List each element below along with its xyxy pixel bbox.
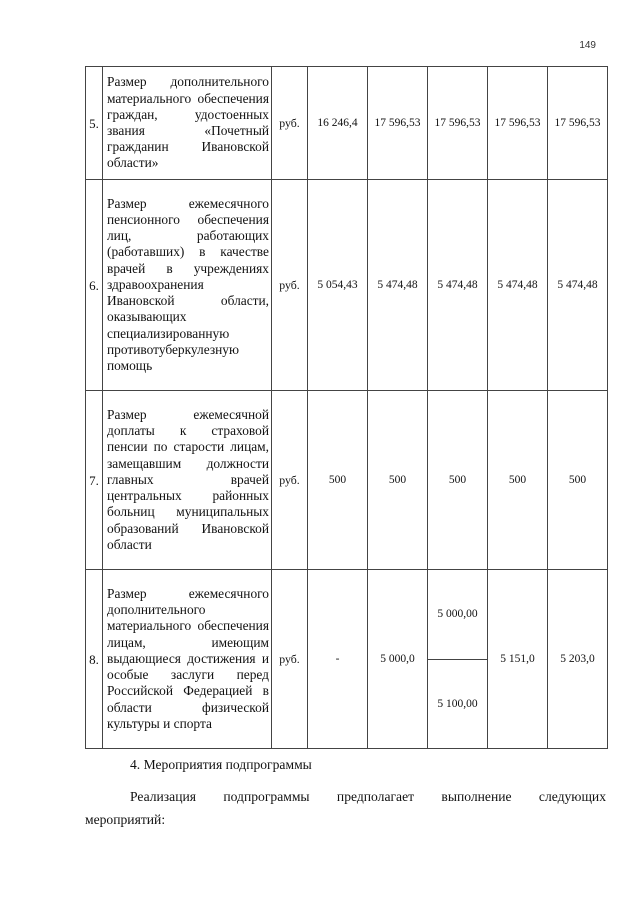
row-number: 5. (86, 67, 103, 180)
value-cell: 500 (488, 391, 548, 570)
table-row (86, 391, 608, 570)
unit-cell: руб. (272, 570, 308, 749)
value-cell: 500 (548, 391, 608, 570)
paragraph-line: мероприятий: (85, 812, 166, 827)
value-cell: 17 596,53 (428, 67, 488, 180)
value-cell: 5 151,0 (488, 570, 548, 749)
value-cell: 500 (368, 391, 428, 570)
value-cell: 17 596,53 (488, 67, 548, 180)
value-cell: 500 (428, 391, 488, 570)
split-value-cell (428, 570, 488, 749)
value-cell: 5 054,43 (308, 180, 368, 391)
section-heading: 4. Мероприятия подпрограммы (130, 757, 312, 772)
value-cell: 5 474,48 (368, 180, 428, 391)
value-cell: - (308, 570, 368, 749)
paragraph-line: Реализация подпрограммы предполагает выполнение следующих (130, 789, 606, 804)
indicator-name: Размер ежемесячного пенсионного обеспечения лиц, работающих (работавших) в качестве врачей в учреждениях здравоохранения Ивановской области, оказывающих специализированную противотуберкулезную помощь (103, 180, 272, 391)
value-cell: 16 246,4 (308, 67, 368, 180)
row-number: 8. (86, 570, 103, 749)
row-number: 6. (86, 180, 103, 391)
indicator-name: Размер ежемесячной доплаты к страховой пенсии по старости лицам, замещавшим должности главных врачей центральных районных больниц муниципальных образований Ивановской области (103, 391, 272, 570)
value-cell: 17 596,53 (368, 67, 428, 180)
body-paragraph (85, 785, 606, 831)
unit-cell: руб. (272, 180, 308, 391)
value-cell: 5 000,0 (368, 570, 428, 749)
value-cell: 500 (308, 391, 368, 570)
page-number: 149 (579, 40, 596, 51)
unit-cell: руб. (272, 67, 308, 180)
split-value-top: 5 000,00 (428, 570, 487, 660)
value-cell: 5 474,48 (488, 180, 548, 391)
table-row (86, 180, 608, 391)
unit-cell: руб. (272, 391, 308, 570)
value-cell: 5 203,0 (548, 570, 608, 749)
value-cell: 5 474,48 (428, 180, 488, 391)
indicators-table-container (85, 66, 606, 749)
indicators-table (85, 66, 608, 749)
row-number: 7. (86, 391, 103, 570)
value-cell: 5 474,48 (548, 180, 608, 391)
table-row (86, 570, 608, 749)
value-cell: 17 596,53 (548, 67, 608, 180)
indicator-name: Размер дополнительного материального обеспечения граждан, удостоенных звания «Почетный гражданин Ивановской области» (103, 67, 272, 180)
split-value-bottom: 5 100,00 (437, 697, 478, 710)
table-row (86, 67, 608, 180)
indicator-name: Размер ежемесячного дополнительного материального обеспечения лицам, имеющим выдающиеся достижения и особые заслуги перед Российской Федерацией в области физической культуры и спорта (103, 570, 272, 749)
